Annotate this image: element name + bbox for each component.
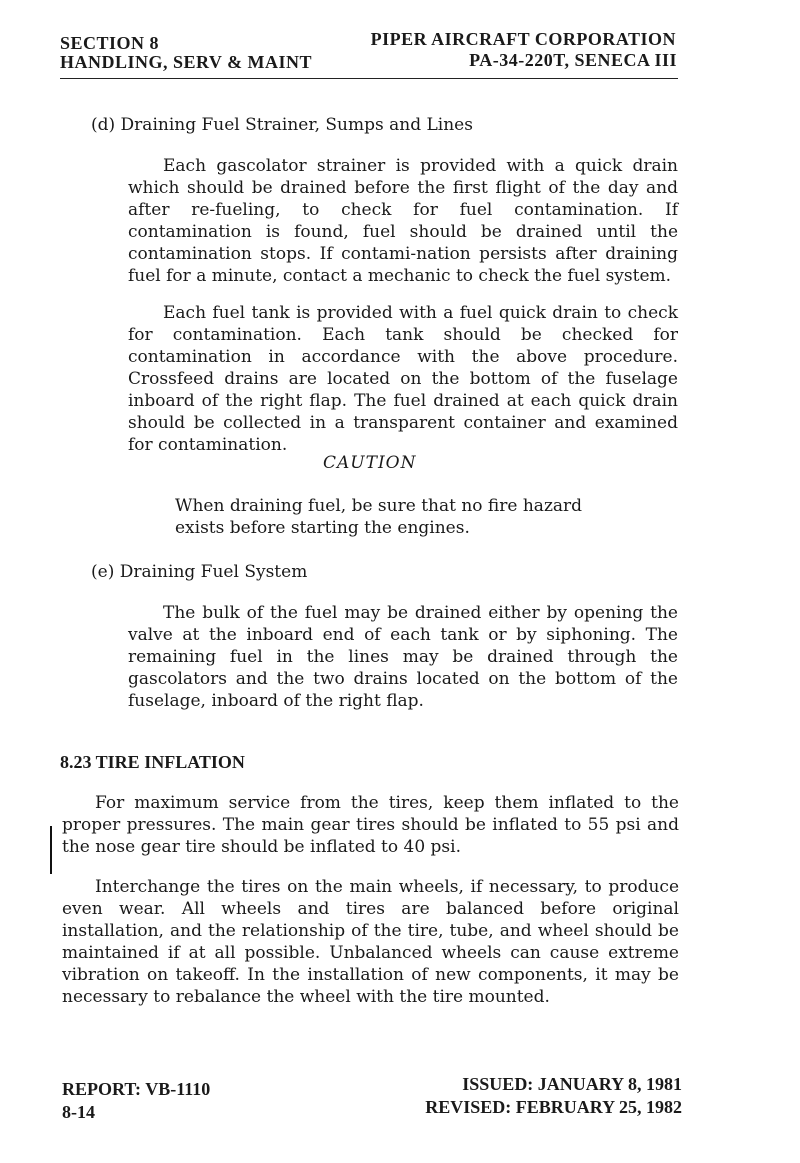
footer-issued-date: ISSUED: JANUARY 8, 1981	[462, 1074, 682, 1094]
header-divider	[60, 78, 678, 79]
section-8-23-paragraph-1: For maximum service from the tires, keep them inflated to the proper pressures. The main gear tires should be inflated to 55 psi and the nose gear tire should be inflated to 40 psi.	[62, 793, 679, 857]
subsection-e-paragraph: The bulk of the fuel may be drained either by opening the valve at the inboard end of each tank or by siphoning. The remaining fuel in the lines may be drained through the gascolators and the two drains located on the bottom of the fuselage, inboard of the right flap.	[128, 603, 678, 711]
subsection-d-paragraph-1: Each gascolator strainer is provided with a quick drain which should be drained before the first flight of the day and after re-fueling, to check for fuel contamination. If contamination is found, fuel should be drained until the contamination stops. If contami-nation persists after draining fuel for a minute, contact a mechanic to check the fuel system.	[128, 156, 678, 286]
header-company: PIPER AIRCRAFT CORPORATION	[370, 29, 676, 49]
header-model: PA-34-220T, SENECA III	[469, 50, 677, 70]
section-8-23-title: 8.23 TIRE INFLATION	[60, 752, 245, 772]
header-section-number: SECTION 8	[60, 33, 160, 53]
caution-title: CAUTION	[323, 453, 417, 473]
section-8-23-paragraph-2: Interchange the tires on the main wheels, if necessary, to produce even wear. All wheels and tires are balanced before original installation, and the relationship of the tire, tube, and wheel should be maintained if at all possible. Unbalanced wheels can cause extreme vibration on takeoff. In the installation of new components, it may be necessary to rebalance the wheel with the tire mounted.	[62, 877, 679, 1007]
subsection-e-heading: (e) Draining Fuel System	[91, 562, 308, 582]
footer-page-number: 8-14	[62, 1102, 95, 1122]
footer-report-number: REPORT: VB-1110	[62, 1079, 211, 1099]
subsection-d-paragraph-2: Each fuel tank is provided with a fuel quick drain to check for contamination. Each tank should be checked for contamination in accordance with the above procedure. Crossfeed drains are located on the bottom of the fuselage inboard of the right flap. The fuel drained at each quick drain should be collected in a transparent container and examined for contamination.	[128, 303, 678, 455]
footer-revised-date: REVISED: FEBRUARY 25, 1982	[425, 1097, 682, 1117]
header-section-title: HANDLING, SERV & MAINT	[60, 52, 313, 72]
caution-text: When draining fuel, be sure that no fire hazard exists before starting the engines.	[175, 496, 583, 538]
revision-change-bar	[50, 826, 52, 874]
subsection-d-heading: (d) Draining Fuel Strainer, Sumps and Lines	[91, 115, 473, 135]
